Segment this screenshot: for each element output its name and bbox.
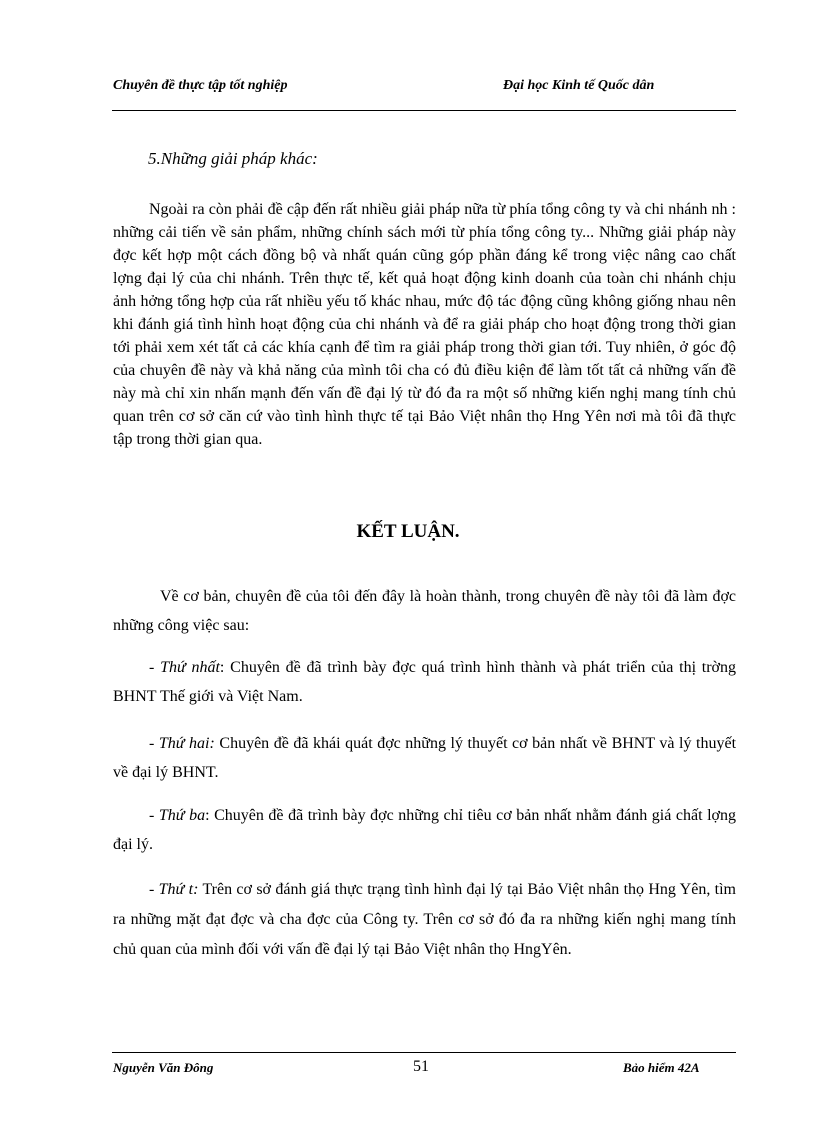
item-text: Trên cơ sở đánh giá thực trạng tình hình đại lý tại Bảo Việt nhân thọ Hng Yên, tìm ra những mặt đạt đợc và cha đợc của Công ty. Trên cơ sở đó đa ra những kiến nghị mang tính chủ quan của mình đối với vấn đề đại lý tại Bảo Việt nhân thọ HngYên. xyxy=(113,881,736,958)
footer-author: Nguyễn Văn Đông xyxy=(113,1060,214,1075)
conclusion-item-2 xyxy=(113,729,736,787)
item-label: - Thứ nhất xyxy=(149,659,220,676)
footer-class: Bảo hiểm 42A xyxy=(623,1060,700,1075)
section-heading: 5.Những giải pháp khác: xyxy=(148,149,318,168)
conclusion-item-4 xyxy=(113,875,736,965)
item-text: Chuyên đề đã khái quát đợc những lý thuyết cơ bản nhất về BHNT và lý thuyết về đại lý BHNT. xyxy=(113,735,737,781)
header-rule xyxy=(112,110,736,111)
conclusion-item-3 xyxy=(113,801,736,859)
item-separator: : xyxy=(205,807,215,824)
item-label: - Thứ ba xyxy=(149,807,206,824)
conclusion-item-1 xyxy=(113,653,736,711)
page-number: 51 xyxy=(413,1058,429,1075)
conclusion-intro: Về cơ bản, chuyên đề của tôi đến đây là hoàn thành, trong chuyên đề này tôi đã làm đợc những công việc sau: xyxy=(113,588,736,634)
page-header-left: Chuyên đề thực tập tốt nghiệp xyxy=(113,78,288,93)
item-label: - Thứ hai: xyxy=(149,735,215,752)
item-separator: : xyxy=(219,659,231,676)
conclusion-title: KẾT LUẬN. xyxy=(356,521,460,542)
page-header-right: Đại học Kinh tế Quốc dân xyxy=(503,78,655,93)
item-text: Chuyên đề đã trình bày đợc những chỉ tiêu cơ bản nhất nhằm đánh giá chất lợng đại lý. xyxy=(113,807,737,853)
section-paragraph: Ngoài ra còn phải đề cập đến rất nhiều giải pháp nữa từ phía tổng công ty và chi nhánh nh : những cải tiến về sản phẩm, những chính sách mới từ phía tổng công ty... Những giải pháp này đợc kết hợp một cách đồng bộ và nhất quán cũng góp phần đáng kể trong việc nâng cao chất lợng đại lý của chi nhánh. Trên thực tế, kết quả hoạt động kinh doanh của toàn chi nhánh chịu ảnh hởng tổng hợp của rất nhiều yếu tố khác nhau, mức độ tác động cũng không giống nhau nên khi đánh giá tình hình hoạt động của chi nhánh và để ra giải pháp cho hoạt động trong thời gian tới phải xem xét tất cả các khía cạnh để tìm ra giải pháp trong thời gian tới. Tuy nhiên, ở góc độ của chuyên đề này và khả năng của mình tôi cha có đủ điều kiện để làm tốt tất cả những vấn đề này mà chỉ xin nhấn mạnh đến vấn đề đại lý từ đó đa ra một số những kiến nghị mang tính chủ quan trên cơ sở căn cứ vào tình hình thực tế tại Bảo Việt nhân thọ Hng Yên nơi mà tôi đã thực tập trong thời gian qua. xyxy=(113,201,736,448)
item-text: Chuyên đề đã trình bày đợc quá trình hình thành và phát triển của thị trờng BHNT Thế giới và Việt Nam. xyxy=(113,659,737,705)
item-label: - Thứ t: xyxy=(149,881,199,898)
footer-rule xyxy=(112,1052,736,1053)
